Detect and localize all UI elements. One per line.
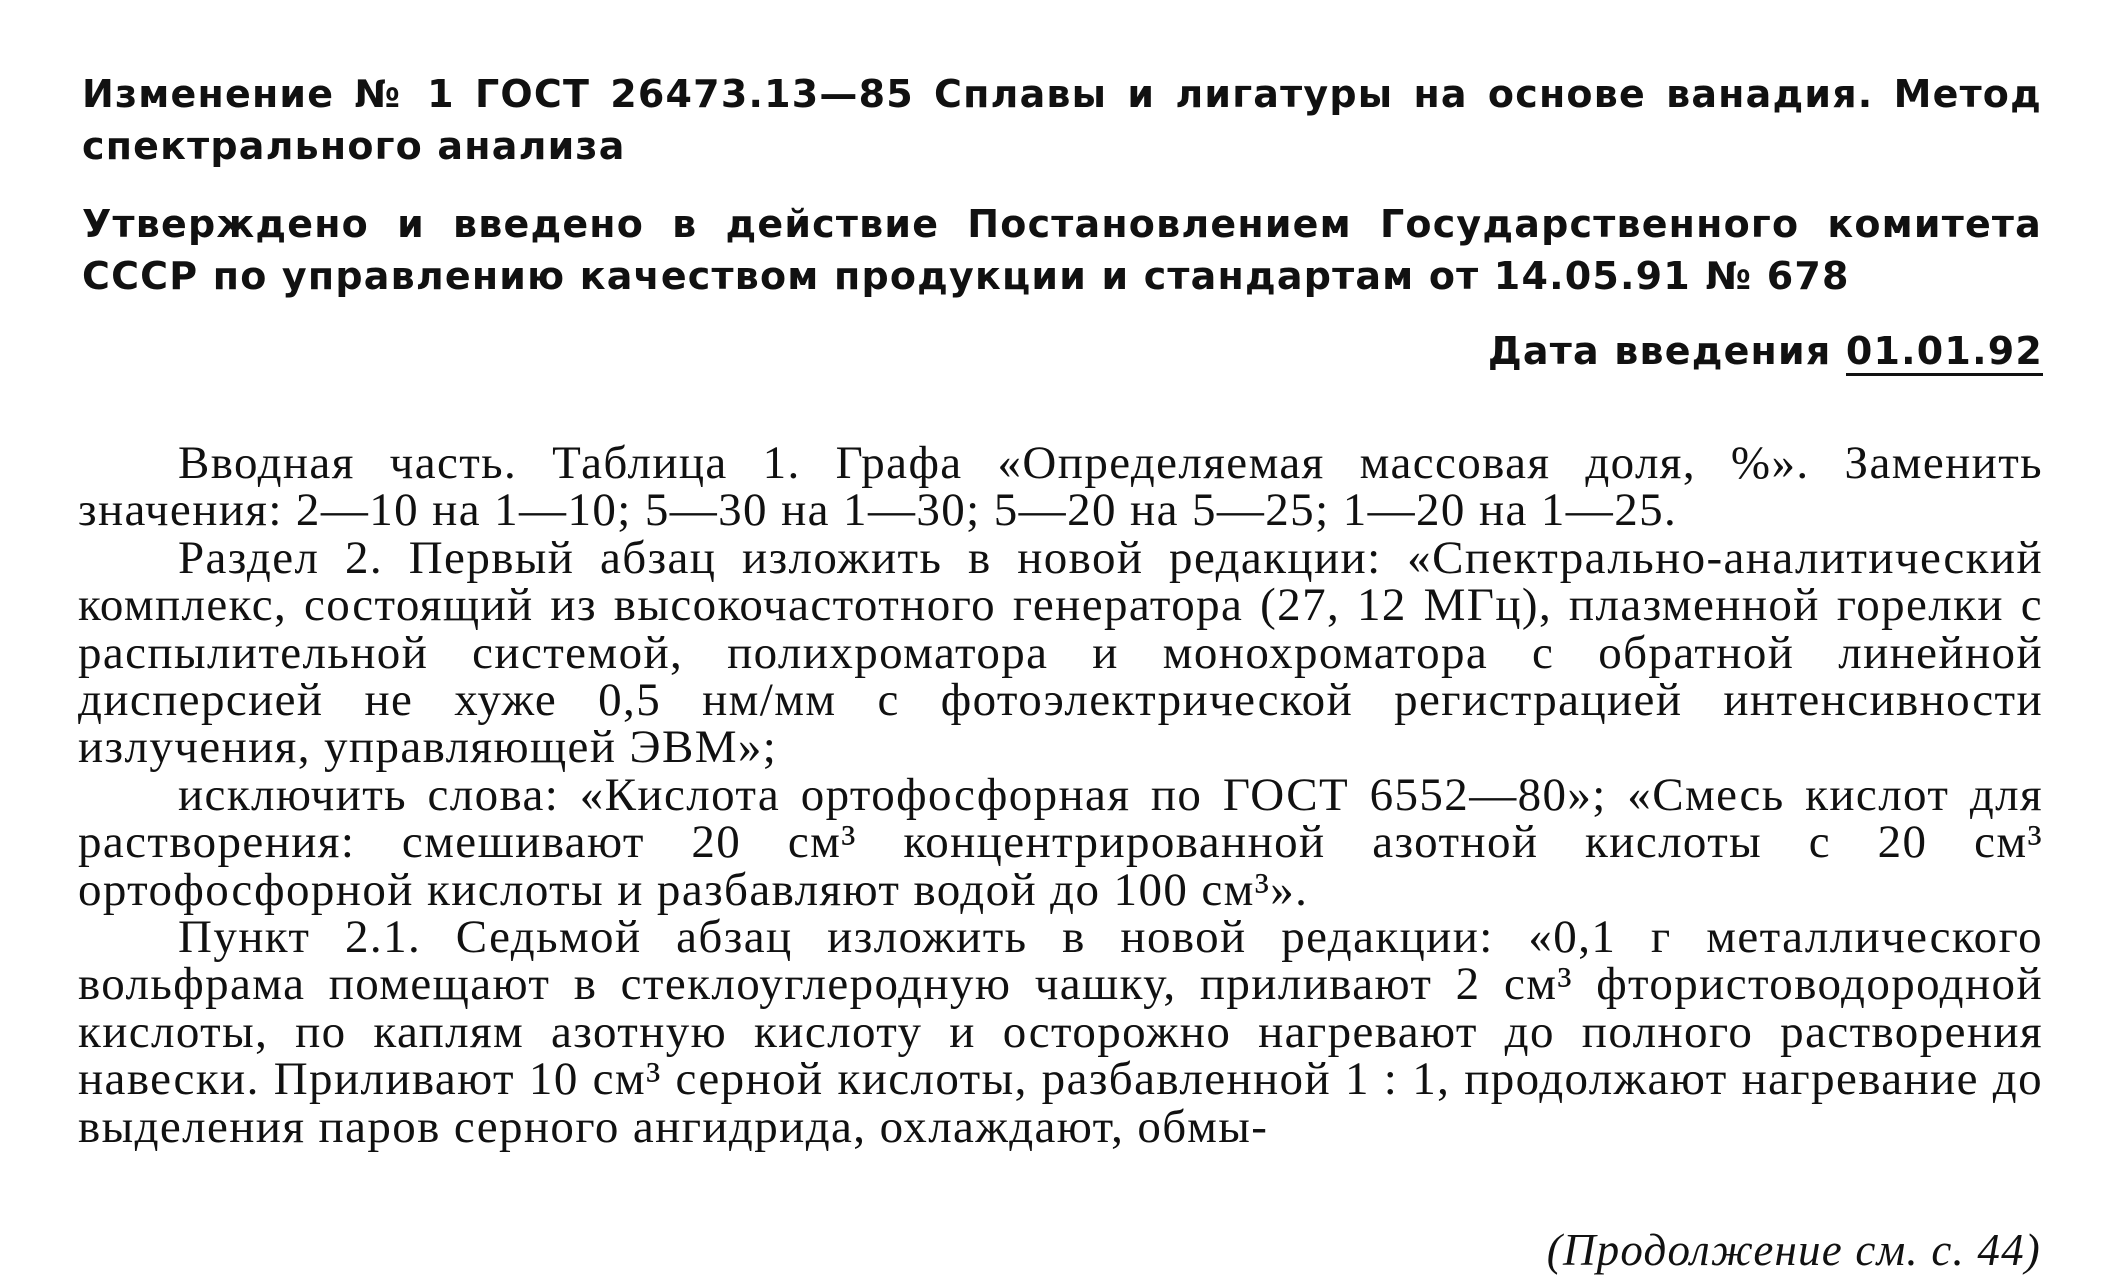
amendment-body	[78, 437, 2043, 1153]
paragraph-section-2: Раздел 2. Первый абзац изложить в новой редакции: «Спектрально-аналитический комплекс, состоящий из высокочастотного генератора (27, 12 МГц), плазменной горелки с распылительной системой, полихроматора и монохроматора с обратной линейной дисперсией не хуже 0,5 нм/мм с фотоэлектрической регистрацией интенсивности излучения, управляющей ЭВМ»;	[78, 531, 2043, 774]
effective-date-value: 01.01.92	[1846, 329, 2043, 376]
approval-statement: Утверждено и введено в действие Постановлением Государственного комитета СССР по управлению качеством продукции и стандартам от 14.05.91 № 678	[82, 202, 2042, 298]
paragraph-intro-table: Вводная часть. Таблица 1. Графа «Определяемая массовая доля, %». Заменить значения: 2—10 на 1—10; 5—30 на 1—30; 5—20 на 5—25; 1—20 на 1—25.	[78, 437, 2043, 537]
paragraph-item-2-1: Пункт 2.1. Седьмой абзац изложить в новой редакции: «0,1 г металлического вольфрама помещают в стеклоуглеродную чашку, приливают 2 см³ фтористоводородной кислоты, по каплям азотную кислоту и осторожно нагревают до полного растворения навески. Приливают 10 см³ серной кислоты, разбавленной 1 : 1, продолжают нагревание до выделения паров серного ангидрида, охлаждают, обмы-	[78, 911, 2043, 1153]
effective-date-line	[1488, 325, 2043, 377]
effective-date-label: Дата введения	[1487, 329, 1832, 373]
paragraph-exclude-words: исключить слова: «Кислота ортофосфорная по ГОСТ 6552—80»; «Смесь кислот для растворения: смешивают 20 см³ концентрированной азотной кислоты с 20 см³ ортофосфорной кислоты и разбавляют водой до 100 см³».	[78, 768, 2043, 916]
document-title: Изменение № 1 ГОСТ 26473.13—85 Сплавы и лигатуры на основе ванадия. Метод спектрального анализа	[82, 72, 2042, 168]
continuation-note: (Продолжение см. с. 44)	[1546, 1225, 2041, 1275]
